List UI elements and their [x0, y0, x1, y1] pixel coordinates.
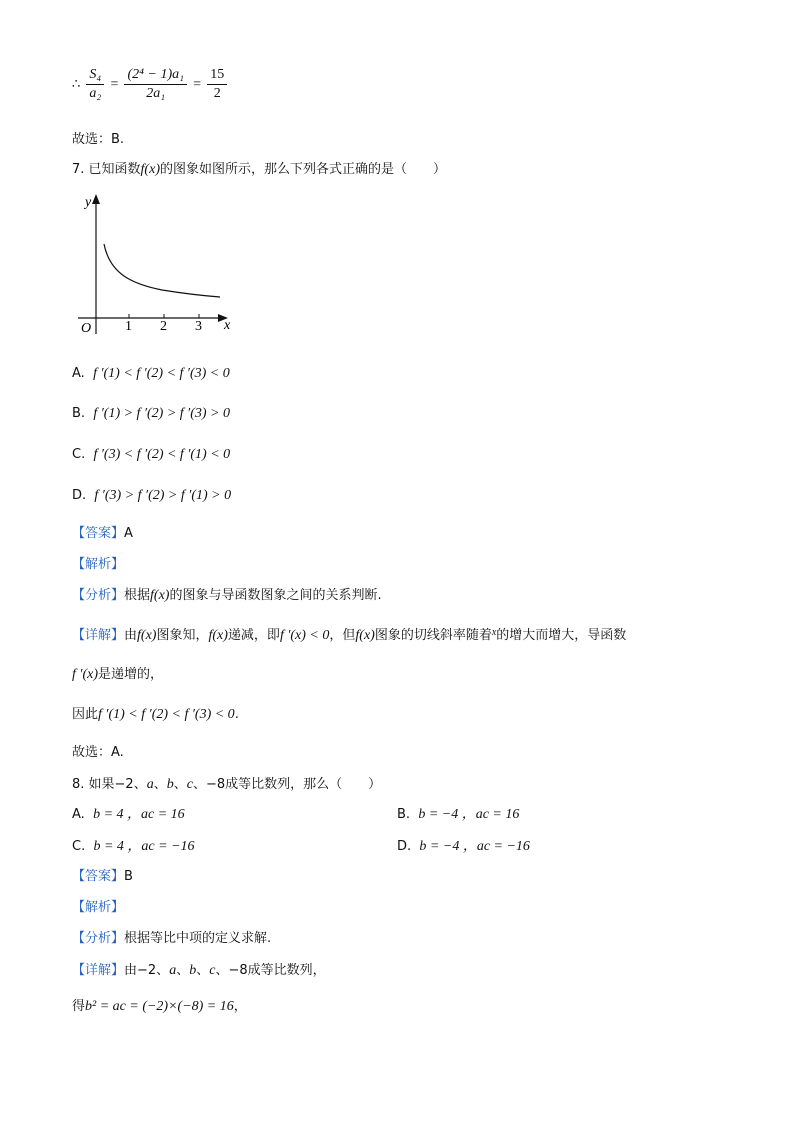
detail-text-3: 递减，即 — [227, 628, 280, 643]
choose-b: 故选：B. — [72, 132, 125, 147]
q7-analysis-tag: 【解析】 — [72, 557, 125, 572]
detail-text-4: ，但 — [329, 628, 356, 643]
frac3-numerator: 15 — [207, 66, 227, 85]
q7-option-a — [72, 365, 230, 383]
q7-fx: f(x) — [140, 162, 160, 177]
detail-text-2: 、−8成等比数列， — [215, 963, 326, 978]
detail-b: b — [189, 963, 197, 978]
answer-value: A — [124, 526, 133, 541]
detail-text-1: 由 — [124, 628, 138, 643]
q8-sep1: 、 — [153, 777, 167, 792]
q8-sep2: 、 — [173, 777, 187, 792]
option-letter: D. — [72, 488, 87, 503]
x-axis-label: x — [224, 318, 231, 333]
q8-option-c — [72, 838, 195, 856]
option-letter: B. — [72, 406, 86, 421]
tick-label-3: 3 — [195, 319, 202, 334]
final-end: ， — [233, 999, 247, 1014]
detail-x: x — [491, 627, 497, 638]
fraction-s4-a2 — [86, 66, 104, 103]
detail-text-1: 由−2、 — [124, 963, 170, 978]
frac2-denominator: 2a₁ — [146, 86, 166, 101]
answer-tag: 【答案】 — [72, 869, 125, 884]
option-expr: f ′(3) > f ′(2) > f ′(1) > 0 — [94, 488, 232, 503]
y-axis-label: y — [85, 195, 92, 210]
q7-detail-cont — [72, 666, 163, 684]
q8-stem-part1: 8. 如果−2、 — [72, 777, 147, 792]
fenxi-text-2: 的图象与导函数图象之间的关系判断. — [169, 588, 382, 603]
fraction-equation — [72, 66, 229, 103]
q8-stem-part2: 、−8成等比数列，那么（ ） — [192, 777, 382, 792]
q8-b: b — [166, 777, 174, 792]
q8-c: c — [186, 777, 193, 792]
frac2-numerator: (2⁴ − 1)a₁ — [124, 66, 187, 85]
equals-sign: = — [110, 77, 119, 92]
final-expr: b² = ac = (−2)×(−8) = 16 — [85, 999, 234, 1014]
fenxi-text: 根据等比中项的定义求解. — [124, 931, 272, 946]
q8-option-b — [397, 806, 519, 824]
detail-a: a — [169, 963, 177, 978]
function-graph — [72, 192, 242, 342]
therefore-expr: f ′(1) < f ′(2) < f ′(3) < 0 — [98, 707, 235, 722]
detail-text-5: 图象的切线斜率随着 — [374, 628, 492, 643]
tick-label-1: 1 — [125, 319, 132, 334]
answer-tag: 【答案】 — [72, 526, 125, 541]
fraction-sum-formula — [124, 66, 187, 103]
frac1-numerator: S₄ — [86, 66, 104, 85]
q8-analysis-tag: 【解析】 — [72, 900, 125, 915]
fenxi-fx: f(x) — [150, 588, 170, 603]
detail-tag: 【详解】 — [72, 963, 125, 978]
fenxi-tag: 【分析】 — [72, 588, 125, 603]
detail-fprime: f ′(x) — [72, 667, 98, 682]
q7-option-d — [72, 487, 231, 505]
therefore-symbol: ∴ — [72, 77, 81, 92]
fenxi-text-1: 根据 — [124, 588, 151, 603]
detail-sep1: 、 — [176, 963, 190, 978]
q7-therefore — [72, 706, 239, 724]
option-letter: D. — [397, 839, 412, 854]
detail-text-6: 的增大而增大，导函数 — [496, 628, 627, 643]
option-expr: b = −4 ，ac = −16 — [419, 839, 530, 854]
q8-fenxi — [72, 930, 271, 948]
q8-option-a — [72, 806, 185, 824]
q7-stem-part2: 的图象如图所示，那么下列各式正确的是（ ） — [159, 162, 446, 177]
q8-answer — [72, 868, 133, 886]
option-expr: f ′(1) < f ′(2) < f ′(3) < 0 — [93, 366, 230, 381]
q8-detail — [72, 962, 326, 980]
detail-text-7: 是递增的， — [98, 667, 164, 682]
option-expr: b = 4 ，ac = −16 — [93, 839, 195, 854]
option-expr: f ′(1) > f ′(2) > f ′(3) > 0 — [93, 406, 230, 421]
q7-option-b — [72, 405, 230, 423]
option-expr: f ′(3) < f ′(2) < f ′(1) < 0 — [93, 447, 231, 462]
q7-detail — [72, 624, 626, 645]
origin-label: O — [81, 321, 92, 336]
option-expr: b = 4 ，ac = 16 — [93, 807, 185, 822]
detail-c: c — [209, 963, 216, 978]
detail-fx-1: f(x) — [137, 628, 157, 643]
option-letter: A. — [72, 366, 85, 381]
detail-text-2: 图象知， — [156, 628, 209, 643]
final-text: 得 — [72, 999, 86, 1014]
option-letter: C. — [72, 447, 86, 462]
answer-value: B — [124, 869, 133, 884]
decreasing-convex-curve — [104, 244, 220, 297]
option-letter: B. — [397, 807, 411, 822]
q8-final — [72, 998, 247, 1016]
detail-sep2: 、 — [196, 963, 210, 978]
q8-a: a — [146, 777, 154, 792]
q7-fenxi — [72, 587, 382, 605]
y-axis-arrow — [92, 194, 100, 204]
frac1-denominator: a₂ — [89, 86, 102, 101]
q8-option-d — [397, 838, 530, 856]
tick-label-2: 2 — [160, 319, 167, 334]
q7-option-c — [72, 446, 230, 464]
option-letter: C. — [72, 839, 86, 854]
detail-tag: 【详解】 — [72, 628, 125, 643]
detail-fx-2: f(x) — [208, 628, 228, 643]
q7-stem — [72, 161, 446, 179]
fraction-result — [207, 66, 227, 103]
equals-sign-2: = — [193, 77, 202, 92]
frac3-denominator: 2 — [213, 86, 221, 101]
q8-stem — [72, 776, 381, 794]
option-letter: A. — [72, 807, 85, 822]
q7-stem-part1: 7. 已知函数 — [72, 162, 141, 177]
q7-choose: 故选：A. — [72, 745, 124, 760]
option-expr: b = −4 ，ac = 16 — [418, 807, 520, 822]
fenxi-tag: 【分析】 — [72, 931, 125, 946]
q7-answer — [72, 525, 133, 543]
therefore-text: 因此 — [72, 707, 99, 722]
detail-inequality: f ′(x) < 0 — [279, 628, 330, 643]
therefore-end: . — [234, 707, 239, 722]
detail-fx-3: f(x) — [355, 628, 375, 643]
